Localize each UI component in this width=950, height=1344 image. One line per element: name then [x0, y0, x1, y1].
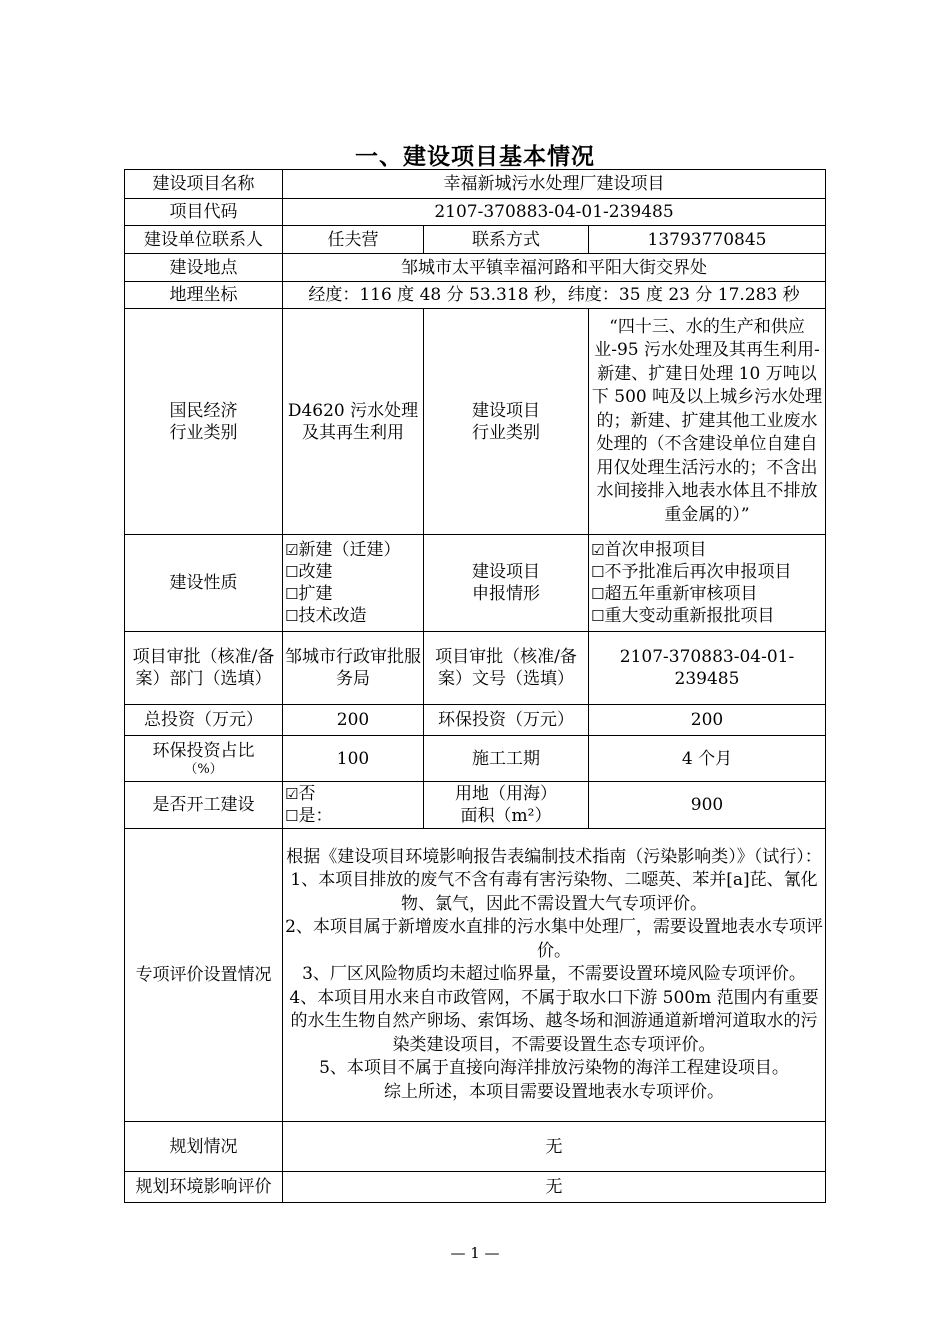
coords-value: 经度：116 度 48 分 53.318 秒，纬度：35 度 23 分 17.283 秒	[283, 282, 826, 309]
row-investment	[125, 705, 826, 736]
nature-label: 建设性质	[125, 535, 283, 632]
approval-doc-label: 项目审批（核准/备案）文号（选填）	[424, 632, 589, 705]
project-code-value: 2107-370883-04-01-239485	[283, 199, 826, 226]
contact-name: 任夫营	[283, 226, 424, 254]
special-paragraph: 2、本项目属于新增废水直排的污水集中处理厂，需要设置地表水专项评价。	[285, 917, 823, 961]
project-name-label: 建设项目名称	[125, 170, 283, 199]
row-nature	[125, 535, 826, 632]
investment-label: 总投资（万元）	[125, 705, 283, 736]
industry-value: D4620 污水处理及其再生利用	[283, 309, 424, 535]
industry-category-value: “四十三、水的生产和供应业-95 污水处理及其再生利用-新建、扩建日处理 10 万吨以下 500 吨及以上城乡污水处理的；新建、扩建其他工业废水处理的（不含建设单位自建自用仅处理生活污水的；不含出水间接排入地表水体且不排放重金属的）”	[589, 309, 826, 535]
started-options	[283, 782, 424, 829]
approval-dept-label: 项目审批（核准/备案）部门（选填）	[125, 632, 283, 705]
special-paragraph: 3、厂区风险物质均未超过临界量，不需要设置环境风险专项评价。	[302, 964, 806, 985]
env-investment-value: 200	[589, 705, 826, 736]
special-paragraph: 5、本项目不属于直接向海洋排放污染物的海洋工程建设项目。	[319, 1058, 789, 1079]
declaration-option-resubmit[interactable]: ☐不予批准后再次申报项目	[591, 562, 792, 582]
page-number: — 1 —	[450, 1244, 500, 1262]
started-label: 是否开工建设	[125, 782, 283, 829]
declaration-option-major-change[interactable]: ☐重大变动重新报批项目	[591, 606, 775, 626]
project-name-value: 幸福新城污水处理厂建设项目	[283, 170, 826, 199]
project-info-table	[124, 169, 826, 1203]
special-evaluation-label: 专项评价设置情况	[125, 829, 283, 1122]
nature-option-new[interactable]: ☑新建（迁建）	[285, 540, 401, 560]
special-paragraph: 4、本项目用水来自市政管网，不属于取水口下游 500m 范围内有重要的水生生物自然产卵场、索饵场、越冬场和洄游通道新增河道取水的污染类建设项目，不需要设置生态专项评价。	[289, 987, 819, 1055]
location-value: 邹城市太平镇幸福河路和平阳大街交界处	[283, 254, 826, 282]
row-planning-eia	[125, 1172, 826, 1203]
special-paragraph: 根据《建设项目环境影响报告表编制技术指南（污染影响类）》（试行）：	[286, 846, 822, 867]
planning-value: 无	[283, 1122, 826, 1172]
project-code-label: 项目代码	[125, 199, 283, 226]
declaration-label-line2: 申报情形	[472, 584, 540, 604]
construction-period-label: 施工工期	[424, 736, 589, 782]
started-option-no[interactable]: ☑否	[285, 784, 316, 804]
approval-doc-value: 2107-370883-04-01-239485	[589, 632, 826, 705]
checkbox-empty-icon: ☐	[285, 585, 299, 603]
ratio-label-line1: 环保投资占比	[152, 740, 255, 761]
declaration-label-line1: 建设项目	[472, 562, 540, 582]
industry-label-line1: 国民经济	[169, 400, 238, 421]
industry-category-label-line1: 建设项目	[472, 400, 540, 421]
construction-period-value: 4 个月	[589, 736, 826, 782]
declaration-option-five-year[interactable]: ☐超五年重新审核项目	[591, 584, 758, 604]
row-coords	[125, 282, 826, 309]
nature-options	[283, 535, 424, 632]
row-location	[125, 254, 826, 282]
industry-category-label-line2: 行业类别	[472, 422, 540, 443]
investment-value: 200	[283, 705, 424, 736]
row-project-name	[125, 170, 826, 199]
row-industry	[125, 309, 826, 535]
row-contact	[125, 226, 826, 254]
ratio-value: 100	[283, 736, 424, 782]
checkbox-checked-icon: ☑	[285, 785, 299, 803]
checkbox-checked-icon: ☑	[285, 541, 299, 559]
row-approval	[125, 632, 826, 705]
industry-label-line2: 行业类别	[169, 422, 238, 443]
started-option-yes[interactable]: ☐是：	[285, 806, 333, 826]
page-title: 一、建设项目基本情况	[355, 144, 595, 170]
land-area-label	[424, 782, 589, 829]
checkbox-empty-icon: ☐	[285, 607, 299, 625]
ratio-label-line2: （%）	[184, 761, 223, 777]
declaration-label	[424, 535, 589, 632]
coords-label: 地理坐标	[125, 282, 283, 309]
special-evaluation-content	[283, 829, 826, 1122]
contact-phone: 13793770845	[589, 226, 826, 254]
row-project-code	[125, 199, 826, 226]
land-area-label-line2: 面积（m²）	[460, 806, 552, 826]
industry-label	[125, 309, 283, 535]
declaration-options	[589, 535, 826, 632]
nature-option-retrofit[interactable]: ☐技术改造	[285, 606, 367, 626]
declaration-option-first[interactable]: ☑首次申报项目	[591, 540, 707, 560]
location-label: 建设地点	[125, 254, 283, 282]
planning-eia-label: 规划环境影响评价	[125, 1172, 283, 1203]
nature-option-expand[interactable]: ☐扩建	[285, 584, 333, 604]
checkbox-empty-icon: ☐	[591, 563, 605, 581]
nature-option-rebuild[interactable]: ☐改建	[285, 562, 333, 582]
special-paragraph: 综上所述，本项目需要设置地表水专项评价。	[384, 1081, 724, 1102]
ratio-label	[125, 736, 283, 782]
special-paragraph: 1、本项目排放的废气不含有毒有害污染物、二噁英、苯并[a]芘、氰化物、氯气，因此不需设置大气专项评价。	[290, 870, 818, 914]
row-planning	[125, 1122, 826, 1172]
land-area-value: 900	[589, 782, 826, 829]
land-area-label-line1: 用地（用海）	[455, 784, 557, 804]
checkbox-empty-icon: ☐	[285, 563, 299, 581]
checkbox-checked-icon: ☑	[591, 541, 605, 559]
checkbox-empty-icon: ☐	[591, 607, 605, 625]
env-investment-label: 环保投资（万元）	[424, 705, 589, 736]
checkbox-empty-icon: ☐	[591, 585, 605, 603]
row-started	[125, 782, 826, 829]
approval-dept-value: 邹城市行政审批服务局	[283, 632, 424, 705]
checkbox-empty-icon: ☐	[285, 807, 299, 825]
industry-category-label	[424, 309, 589, 535]
row-ratio	[125, 736, 826, 782]
row-special-evaluation	[125, 829, 826, 1122]
planning-eia-value: 无	[283, 1172, 826, 1203]
planning-label: 规划情况	[125, 1122, 283, 1172]
contact-method-label: 联系方式	[424, 226, 589, 254]
contact-label: 建设单位联系人	[125, 226, 283, 254]
